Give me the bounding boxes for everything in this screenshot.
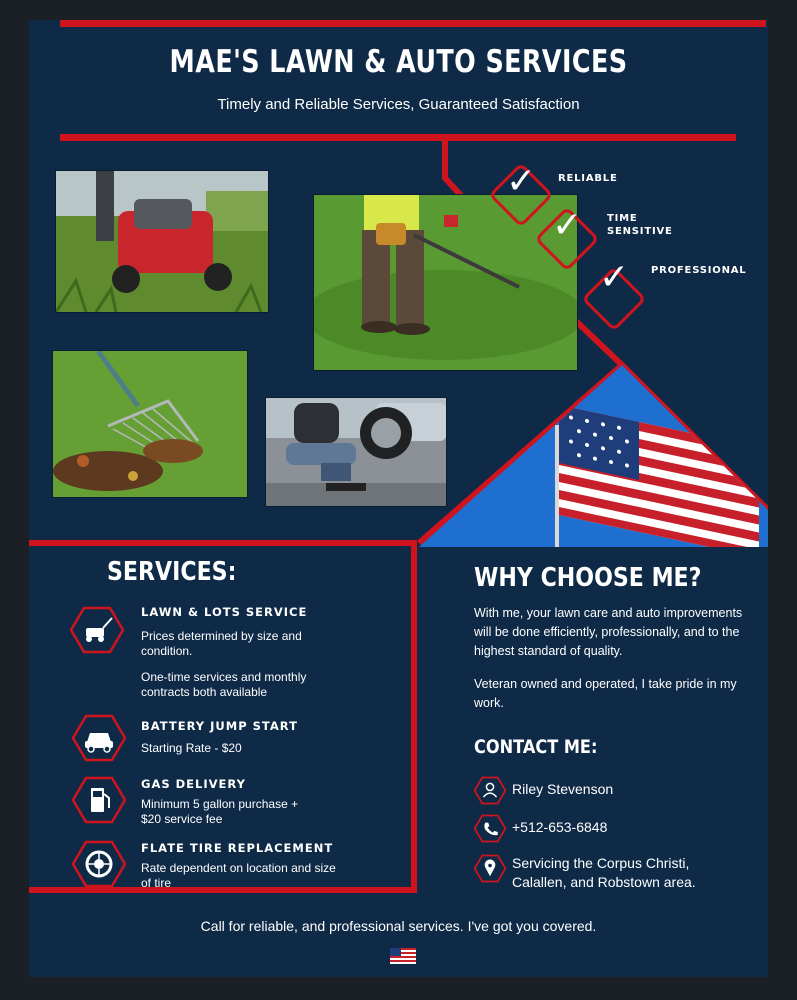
us-flag-icon — [390, 948, 416, 964]
person-icon — [474, 776, 506, 805]
contact-name: Riley Stevenson — [512, 781, 614, 797]
service-title-gas: GAS DELIVERY — [141, 777, 246, 791]
check-icon: ✓ — [506, 161, 537, 202]
service-text-tire: Rate dependent on location and size of tire — [141, 861, 336, 890]
service-text-gas: Minimum 5 gallon purchase + $20 service fee — [141, 797, 299, 826]
page-title: MAE'S LAWN & AUTO SERVICES — [169, 44, 628, 80]
phone-icon — [474, 814, 506, 843]
why-paragraph-2: Veteran owned and operated, I take pride in my work. — [474, 677, 737, 710]
location-pin-icon — [474, 854, 506, 883]
car-icon — [72, 714, 126, 762]
quality-label-professional: PROFESSIONAL — [651, 265, 747, 276]
service-title-battery: BATTERY JUMP START — [141, 719, 298, 733]
why-heading: WHY CHOOSE ME? — [474, 563, 702, 593]
contact-area: Servicing the Corpus Christi, Calallen, and Robstown area. — [512, 855, 696, 890]
service-text-lawn-2: One-time services and monthly contracts both available — [141, 670, 307, 699]
lawn-mower-icon — [70, 606, 124, 654]
tire-icon — [72, 840, 126, 888]
quality-label-reliable: RELIABLE — [558, 173, 618, 184]
services-heading: SERVICES: — [107, 557, 237, 587]
contact-heading: CONTACT ME: — [474, 736, 598, 758]
service-title-tire: FLATE TIRE REPLACEMENT — [141, 841, 334, 855]
services-frame — [29, 20, 768, 977]
page-subtitle: Timely and Reliable Services, Guaranteed Satisfaction — [217, 96, 580, 113]
check-icon: ✓ — [599, 257, 630, 298]
service-title-lawn: LAWN & LOTS SERVICE — [141, 605, 308, 619]
flyer — [29, 20, 768, 977]
check-icon: ✓ — [552, 205, 583, 246]
footer-text: Call for reliable, and professional services. I've got you covered. — [200, 918, 597, 934]
quality-label-time-sensitive: TIME SENSITIVE — [607, 213, 673, 237]
service-text-lawn-1: Prices determined by size and condition. — [141, 629, 302, 658]
contact-phone[interactable]: +512-653-6848 — [512, 819, 608, 835]
service-text-battery: Starting Rate - $20 — [141, 741, 242, 755]
why-paragraph-1: With me, your lawn care and auto improvements will be done efficiently, professionally, and to the highest standard of quality. — [474, 606, 743, 658]
gas-pump-icon — [72, 776, 126, 824]
